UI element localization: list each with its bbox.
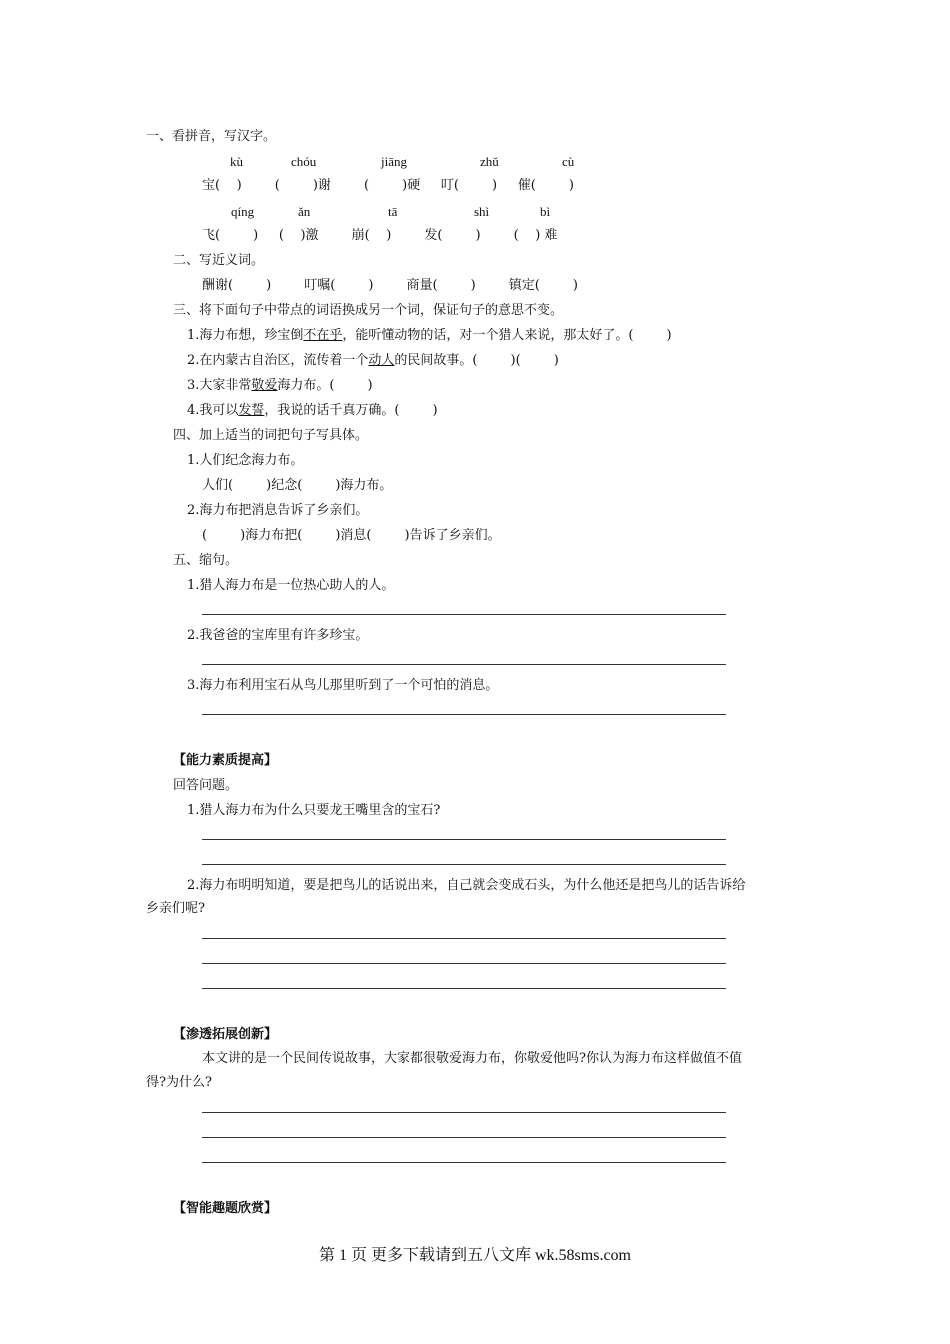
- question-2: 2.海力布明明知道，要是把鸟儿的话说出来，自己就会变成石头，为什么他还是把鸟儿的话告诉给: [187, 878, 746, 893]
- question-2: 2.我爸爸的宝库里有许多珍宝。: [187, 628, 369, 643]
- synonym-row: 酬谢( ) 叮嘱( ) 商量( ) 镇定( ): [202, 278, 578, 293]
- pinyin: jiāng: [381, 154, 407, 169]
- extend-text: 本文讲的是一个民间传说故事，大家都很敬爱海力布，你敬爱他吗?你认为海力布这样做值不值: [202, 1051, 742, 1066]
- pinyin: shì: [474, 204, 490, 219]
- answer-line[interactable]: [202, 664, 726, 665]
- answer-line[interactable]: [202, 963, 726, 964]
- question-3: 3.大家非常敬爱海力布。( ): [187, 378, 373, 393]
- section-4-title: 四、加上适当的词把句子写具体。: [173, 428, 369, 443]
- section-3-title: 三、将下面句子中带点的词语换成另一个词，保证句子的意思不变。: [173, 303, 564, 318]
- fun-heading: 【智能趣题欣赏】: [173, 1201, 278, 1216]
- pinyin: zhǔ: [480, 154, 499, 169]
- answer-line[interactable]: [202, 839, 726, 840]
- section-1-title: 一、看拼音，写汉字。: [146, 129, 277, 144]
- section-5-title: 五、缩句。: [173, 553, 239, 568]
- fill-row: 飞( ) ( )激 崩( ) 发( ) ( ) 难: [202, 228, 558, 243]
- answer-line[interactable]: [202, 1137, 726, 1138]
- answer-line[interactable]: [202, 864, 726, 865]
- extend-text-cont: 得?为什么?: [146, 1075, 212, 1090]
- answer-line[interactable]: [202, 1112, 726, 1113]
- page-footer: 第 1 页 更多下载请到五八文库 wk.58sms.com: [318, 1247, 631, 1264]
- answer-line[interactable]: [202, 938, 726, 939]
- pinyin: kù: [230, 154, 243, 169]
- answer-line[interactable]: [202, 988, 726, 989]
- question-1: 1.猎人海力布是一位热心助人的人。: [187, 578, 395, 593]
- fill-row: 宝( ) ( )谢 ( )硬 叮( ) 催( ): [202, 178, 574, 193]
- question-2: 2.在内蒙古自治区，流传着一个动人的民间故事。( )( ): [187, 353, 559, 368]
- underlined-word: 发誓: [238, 403, 265, 418]
- question-4: 4.我可以发誓，我说的话千真万确。( ): [187, 403, 438, 418]
- section-2-title: 二、写近义词。: [173, 253, 265, 268]
- question-1: 1.人们纪念海力布。: [187, 453, 304, 468]
- pinyin: cù: [562, 154, 575, 169]
- pinyin: qíng: [231, 204, 255, 219]
- ability-intro: 回答问题。: [173, 778, 239, 793]
- answer-line[interactable]: [202, 714, 726, 715]
- answer-line[interactable]: [202, 1162, 726, 1163]
- pinyin: ǎn: [298, 204, 311, 219]
- question-1: 1.海力布想，珍宝倒不在乎，能听懂动物的话，对一个猎人来说，那太好了。( ): [187, 328, 672, 343]
- fill-sentence: 人们( )纪念( )海力布。: [202, 478, 393, 493]
- fill-sentence: ( )海力布把( )消息( )告诉了乡亲们。: [202, 528, 501, 543]
- question-2: 2.海力布把消息告诉了乡亲们。: [187, 503, 369, 518]
- underlined-word: 敬爱: [251, 378, 278, 393]
- underlined-word: 不在乎: [303, 328, 343, 343]
- question-1: 1.猎人海力布为什么只要龙王嘴里含的宝石?: [187, 803, 441, 818]
- answer-line[interactable]: [202, 614, 726, 615]
- question-2-cont: 乡亲们呢?: [146, 901, 205, 916]
- pinyin: chóu: [291, 154, 317, 169]
- question-3: 3.海力布利用宝石从鸟儿那里听到了一个可怕的消息。: [187, 678, 499, 693]
- ability-heading: 【能力素质提高】: [173, 753, 278, 768]
- pinyin: bì: [540, 204, 551, 219]
- underlined-word: 动人: [368, 353, 395, 368]
- extend-heading: 【渗透拓展创新】: [173, 1027, 278, 1042]
- pinyin: tā: [388, 204, 398, 219]
